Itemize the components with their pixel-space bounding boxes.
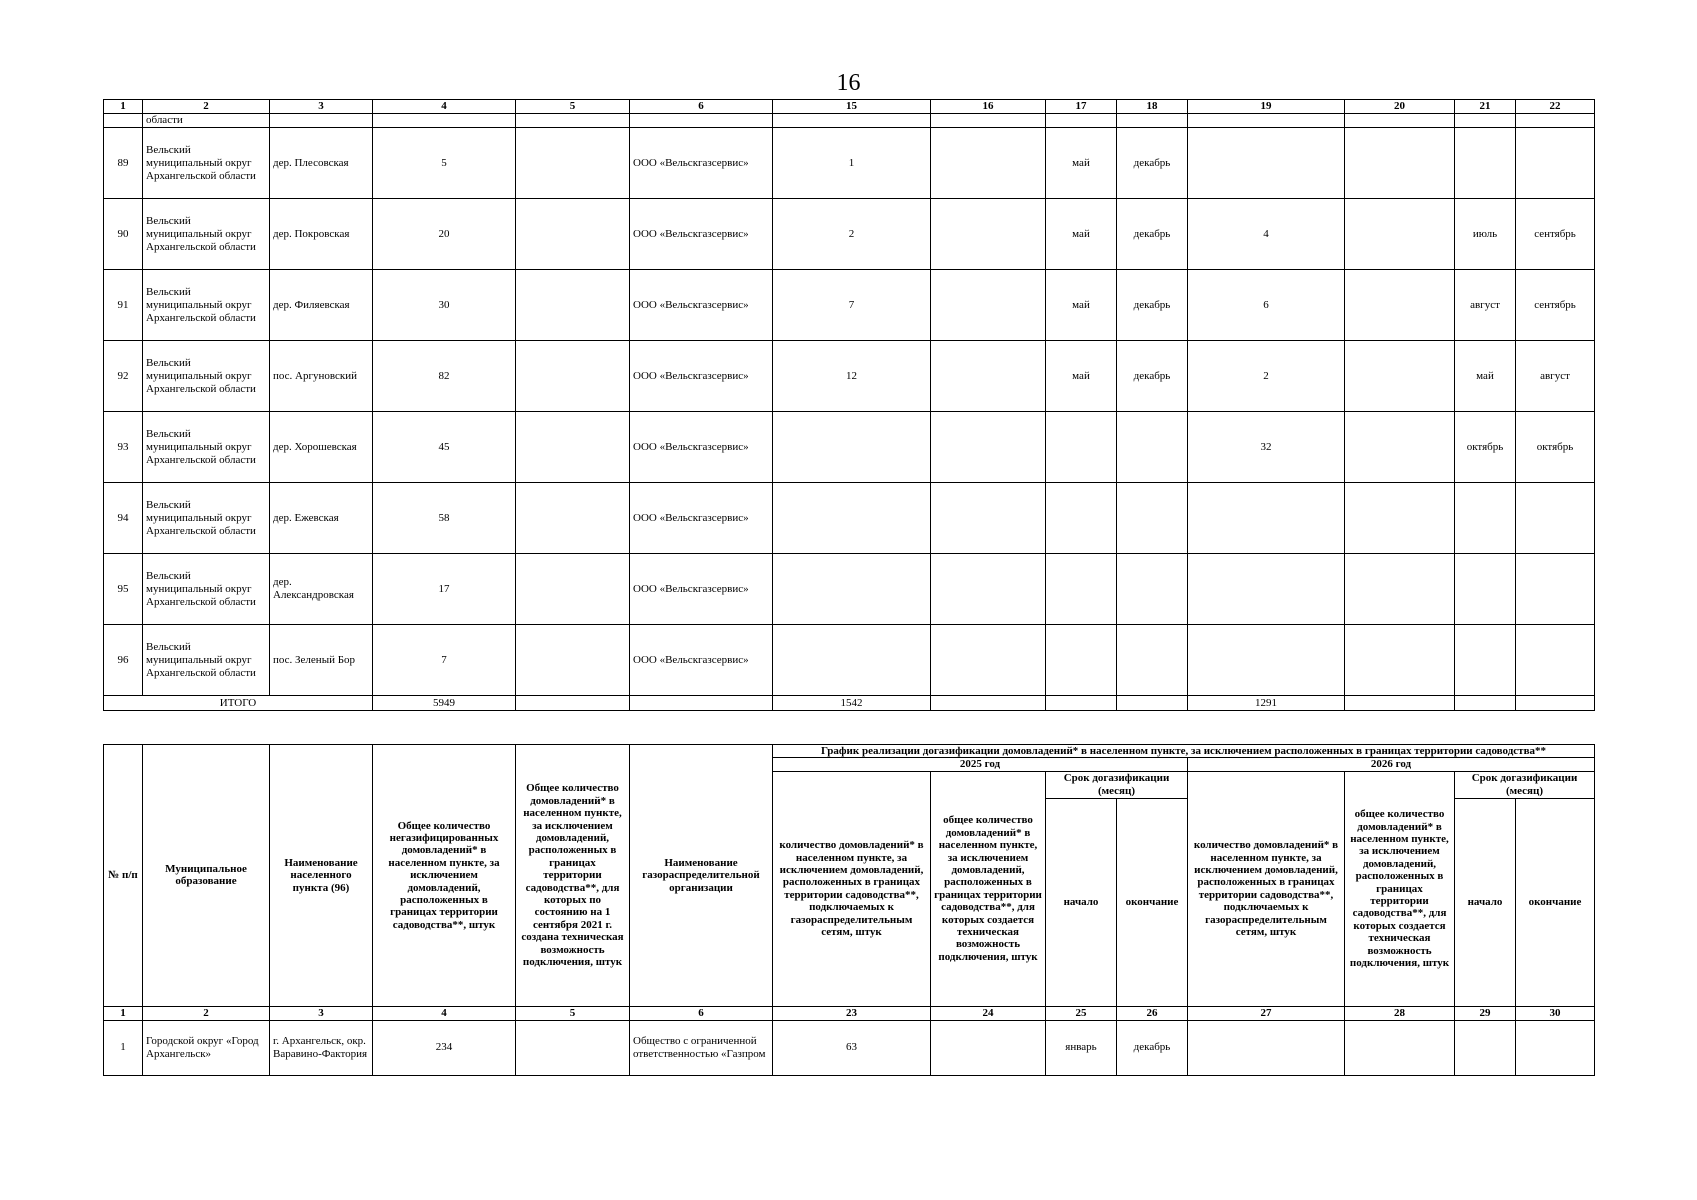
start-next-cell: май xyxy=(1455,341,1516,412)
tech-possibility-cell xyxy=(516,625,630,696)
municipality-cell: Вельский муниципальный округ Архангельской области xyxy=(143,128,270,199)
non-gasified-cell: 234 xyxy=(373,1020,516,1075)
settlement-cell: дер. Филяевская xyxy=(270,270,373,341)
connected-next-cell xyxy=(1188,483,1345,554)
end-2024-cell: декабрь xyxy=(1117,341,1188,412)
tech-next-cell xyxy=(1345,554,1455,625)
table-row xyxy=(104,128,1595,199)
table-row xyxy=(104,270,1595,341)
page-number: 16 xyxy=(836,70,861,96)
settlement-cell: дер. Покровская xyxy=(270,199,373,270)
non-gasified-cell: 58 xyxy=(373,483,516,554)
end-next-cell: август xyxy=(1516,341,1595,412)
column-number: 6 xyxy=(630,1006,773,1020)
column-number: 2 xyxy=(143,100,270,114)
settlement-cell: дер. Александровская xyxy=(270,554,373,625)
end-2024-cell: декабрь xyxy=(1117,270,1188,341)
gas-org-cell: ООО «Вельскгазсервис» xyxy=(630,554,773,625)
tech-2025-cell xyxy=(931,1020,1046,1075)
municipality-cell: Вельский муниципальный округ Архангельской области xyxy=(143,554,270,625)
start-next-cell: июль xyxy=(1455,199,1516,270)
column-number: 3 xyxy=(270,100,373,114)
municipality-cell: Вельский муниципальный округ Архангельской области xyxy=(143,625,270,696)
tech-2024-cell xyxy=(931,483,1046,554)
start-next-cell xyxy=(1455,128,1516,199)
column-number: 29 xyxy=(1455,1006,1516,1020)
non-gasified-cell: 7 xyxy=(373,625,516,696)
table-row xyxy=(104,625,1595,696)
header-year-2026: 2026 год xyxy=(1188,758,1595,771)
tech-next-cell xyxy=(1345,128,1455,199)
settlements-table-continued xyxy=(103,99,1595,711)
connected-next-cell: 2 xyxy=(1188,341,1345,412)
column-number: 17 xyxy=(1046,100,1117,114)
non-gasified-cell: 5 xyxy=(373,128,516,199)
header-2025-tech: общее количество домовладений* в населенном пункте, за исключением домовладений, расположенных в границах территории садоводства**, для которых создается техническая возможность подключения, штук xyxy=(931,771,1046,1006)
connected-2024-cell: 7 xyxy=(773,270,931,341)
header-2026-tech: общее количество домовладений* в населенном пункте, за исключением домовладений, расположенных в границах территории садоводства**, для которых создается техническая возможность подключения, штук xyxy=(1345,771,1455,1006)
start-2026-cell xyxy=(1455,1020,1516,1075)
end-next-cell xyxy=(1516,554,1595,625)
table-row xyxy=(104,412,1595,483)
header-2026-end: окончание xyxy=(1516,798,1595,1006)
column-number: 26 xyxy=(1117,1006,1188,1020)
connected-2024-cell xyxy=(773,625,931,696)
column-number: 16 xyxy=(931,100,1046,114)
tech-possibility-cell xyxy=(516,128,630,199)
column-number: 18 xyxy=(1117,100,1188,114)
header-tech-possibility-2021: Общее количество домовладений* в населенном пункте, за исключением домовладений, расположенных в границах территории садоводства**, для которых по состоянию на 1 сентября 2021 г. создана техническая возможность подключения, штук xyxy=(516,745,630,1007)
tech-2024-cell xyxy=(931,412,1046,483)
header-2026-connected: количество домовладений* в населенном пункте, за исключением домовладений, расположенных в границах территории садоводства**, подключаемых к газораспределительным сетям, штук xyxy=(1188,771,1345,1006)
municipality-cell: Вельский муниципальный округ Архангельской области xyxy=(143,199,270,270)
tech-2024-cell xyxy=(931,199,1046,270)
connected-2024-cell: 2 xyxy=(773,199,931,270)
column-number: 2 xyxy=(143,1006,270,1020)
gas-org-cell: ООО «Вельскгазсервис» xyxy=(630,128,773,199)
header-2026-start: начало xyxy=(1455,798,1516,1006)
tech-2024-cell xyxy=(931,128,1046,199)
column-number: 21 xyxy=(1455,100,1516,114)
column-number: 4 xyxy=(373,100,516,114)
start-2024-cell: май xyxy=(1046,199,1117,270)
column-number: 20 xyxy=(1345,100,1455,114)
municipality-cell: Вельский муниципальный округ Архангельской области xyxy=(143,412,270,483)
column-number: 27 xyxy=(1188,1006,1345,1020)
column-number: 5 xyxy=(516,100,630,114)
connected-next-cell: 6 xyxy=(1188,270,1345,341)
column-number: 1 xyxy=(104,100,143,114)
tech-2026-cell xyxy=(1345,1020,1455,1075)
connected-2025-cell: 63 xyxy=(773,1020,931,1075)
header-2025-connected: количество домовладений* в населенном пункте, за исключением домовладений, расположенных в границах территории садоводства**, подключаемых к газораспределительным сетям, штук xyxy=(773,771,931,1006)
header-2025-end: окончание xyxy=(1117,798,1188,1006)
settlement-cell: г. Архангельск, окр. Варавино-Фактория xyxy=(270,1020,373,1075)
settlement-cell: дер. Плесовская xyxy=(270,128,373,199)
end-next-cell: сентябрь xyxy=(1516,270,1595,341)
end-next-cell: сентябрь xyxy=(1516,199,1595,270)
end-2024-cell xyxy=(1117,483,1188,554)
non-gasified-cell: 45 xyxy=(373,412,516,483)
municipality-cell: Вельский муниципальный округ Архангельской области xyxy=(143,341,270,412)
connected-2026-cell xyxy=(1188,1020,1345,1075)
gas-org-cell: ООО «Вельскгазсервис» xyxy=(630,341,773,412)
end-2024-cell xyxy=(1117,625,1188,696)
start-2024-cell: май xyxy=(1046,270,1117,341)
total-connected-next: 1291 xyxy=(1188,696,1345,711)
tech-next-cell xyxy=(1345,412,1455,483)
column-number: 30 xyxy=(1516,1006,1595,1020)
end-2024-cell: декабрь xyxy=(1117,128,1188,199)
municipality-cell: Городской округ «Город Архангельск» xyxy=(143,1020,270,1075)
column-number: 28 xyxy=(1345,1006,1455,1020)
gas-org-cell: ООО «Вельскгазсервис» xyxy=(630,412,773,483)
tech-possibility-cell xyxy=(516,1020,630,1075)
settlement-cell: дер. Хорошевская xyxy=(270,412,373,483)
tech-possibility-cell xyxy=(516,412,630,483)
settlement-cell: пос. Зеленый Бор xyxy=(270,625,373,696)
connected-2024-cell xyxy=(773,412,931,483)
connected-2024-cell xyxy=(773,483,931,554)
end-next-cell xyxy=(1516,625,1595,696)
start-2024-cell xyxy=(1046,554,1117,625)
non-gasified-cell: 17 xyxy=(373,554,516,625)
end-2024-cell xyxy=(1117,412,1188,483)
tech-possibility-cell xyxy=(516,554,630,625)
municipality-cell: Вельский муниципальный округ Архангельской области xyxy=(143,270,270,341)
settlement-cell: пос. Аргуновский xyxy=(270,341,373,412)
table-row xyxy=(104,554,1595,625)
table-row xyxy=(104,1020,1595,1075)
start-2025-cell: январь xyxy=(1046,1020,1117,1075)
gas-org-cell: ООО «Вельскгазсервис» xyxy=(630,625,773,696)
row-number: 91 xyxy=(104,270,143,341)
tech-next-cell xyxy=(1345,341,1455,412)
tech-2024-cell xyxy=(931,270,1046,341)
end-next-cell xyxy=(1516,483,1595,554)
gas-org-cell: ООО «Вельскгазсервис» xyxy=(630,199,773,270)
non-gasified-cell: 20 xyxy=(373,199,516,270)
tech-possibility-cell xyxy=(516,341,630,412)
total-label: ИТОГО xyxy=(104,696,373,711)
column-number: 4 xyxy=(373,1006,516,1020)
column-number: 3 xyxy=(270,1006,373,1020)
tech-possibility-cell xyxy=(516,270,630,341)
end-2025-cell: декабрь xyxy=(1117,1020,1188,1075)
end-2024-cell xyxy=(1117,554,1188,625)
tech-next-cell xyxy=(1345,270,1455,341)
header-num: № п/п xyxy=(104,745,143,1007)
header-2026-term: Срок догазификации (месяц) xyxy=(1455,771,1595,798)
tech-next-cell xyxy=(1345,199,1455,270)
start-2024-cell xyxy=(1046,483,1117,554)
table-row xyxy=(104,341,1595,412)
start-2024-cell xyxy=(1046,625,1117,696)
header-non-gasified-count: Общее количество негазифицированных домовладений* в населенном пункте, за исключением домовладений, расположенных в границах территории садоводства**, штук xyxy=(373,745,516,1007)
column-number: 24 xyxy=(931,1006,1046,1020)
column-number: 25 xyxy=(1046,1006,1117,1020)
gas-org-cell: ООО «Вельскгазсервис» xyxy=(630,270,773,341)
column-number: 22 xyxy=(1516,100,1595,114)
header-gas-org: Наименование газораспределительной организации xyxy=(630,745,773,1007)
end-next-cell xyxy=(1516,128,1595,199)
start-2024-cell xyxy=(1046,412,1117,483)
row-number: 94 xyxy=(104,483,143,554)
total-row xyxy=(104,696,1595,711)
municipality-cell: области xyxy=(143,114,270,128)
non-gasified-cell: 82 xyxy=(373,341,516,412)
municipality-cell: Вельский муниципальный округ Архангельской области xyxy=(143,483,270,554)
column-number: 5 xyxy=(516,1006,630,1020)
row-number: 96 xyxy=(104,625,143,696)
settlement-cell: дер. Ежевская xyxy=(270,483,373,554)
table-row xyxy=(104,483,1595,554)
continuation-row xyxy=(104,114,1595,128)
column-number-row xyxy=(104,100,1595,114)
row-number: 92 xyxy=(104,341,143,412)
start-next-cell: август xyxy=(1455,270,1516,341)
connected-next-cell xyxy=(1188,625,1345,696)
row-number: 95 xyxy=(104,554,143,625)
header-settlement: Наименование населенного пункта (96) xyxy=(270,745,373,1007)
start-next-cell xyxy=(1455,554,1516,625)
settlements-table-2025-2026 xyxy=(103,744,1595,1076)
row-number: 89 xyxy=(104,128,143,199)
end-next-cell: октябрь xyxy=(1516,412,1595,483)
header-2025-term: Срок догазификации (месяц) xyxy=(1046,771,1188,798)
tech-2024-cell xyxy=(931,341,1046,412)
column-number-row xyxy=(104,1006,1595,1020)
total-non-gasified: 5949 xyxy=(373,696,516,711)
header-municipality: Муниципальное образование xyxy=(143,745,270,1007)
tech-possibility-cell xyxy=(516,199,630,270)
gas-org-cell: Общество с ограниченной ответственностью «Газпром xyxy=(630,1020,773,1075)
row-number: 90 xyxy=(104,199,143,270)
non-gasified-cell: 30 xyxy=(373,270,516,341)
end-2026-cell xyxy=(1516,1020,1595,1075)
column-number: 1 xyxy=(104,1006,143,1020)
connected-2024-cell: 1 xyxy=(773,128,931,199)
start-2024-cell: май xyxy=(1046,128,1117,199)
connected-next-cell: 4 xyxy=(1188,199,1345,270)
header-schedule: График реализации догазификации домовладений* в населенном пункте, за исключением расположенных в границах территории садоводства** xyxy=(773,745,1595,758)
connected-next-cell xyxy=(1188,128,1345,199)
column-number: 19 xyxy=(1188,100,1345,114)
connected-2024-cell xyxy=(773,554,931,625)
tech-next-cell xyxy=(1345,625,1455,696)
start-next-cell xyxy=(1455,483,1516,554)
tech-possibility-cell xyxy=(516,483,630,554)
total-connected: 1542 xyxy=(773,696,931,711)
tech-2024-cell xyxy=(931,554,1046,625)
header-year-2025: 2025 год xyxy=(773,758,1188,771)
row-number: 93 xyxy=(104,412,143,483)
gas-org-cell: ООО «Вельскгазсервис» xyxy=(630,483,773,554)
header-2025-start: начало xyxy=(1046,798,1117,1006)
start-2024-cell: май xyxy=(1046,341,1117,412)
column-number: 23 xyxy=(773,1006,931,1020)
connected-next-cell: 32 xyxy=(1188,412,1345,483)
column-number: 6 xyxy=(630,100,773,114)
connected-next-cell xyxy=(1188,554,1345,625)
start-next-cell xyxy=(1455,625,1516,696)
start-next-cell: октябрь xyxy=(1455,412,1516,483)
tech-2024-cell xyxy=(931,625,1046,696)
table-row xyxy=(104,199,1595,270)
tech-next-cell xyxy=(1345,483,1455,554)
row-number: 1 xyxy=(104,1020,143,1075)
end-2024-cell: декабрь xyxy=(1117,199,1188,270)
column-number: 15 xyxy=(773,100,931,114)
connected-2024-cell: 12 xyxy=(773,341,931,412)
